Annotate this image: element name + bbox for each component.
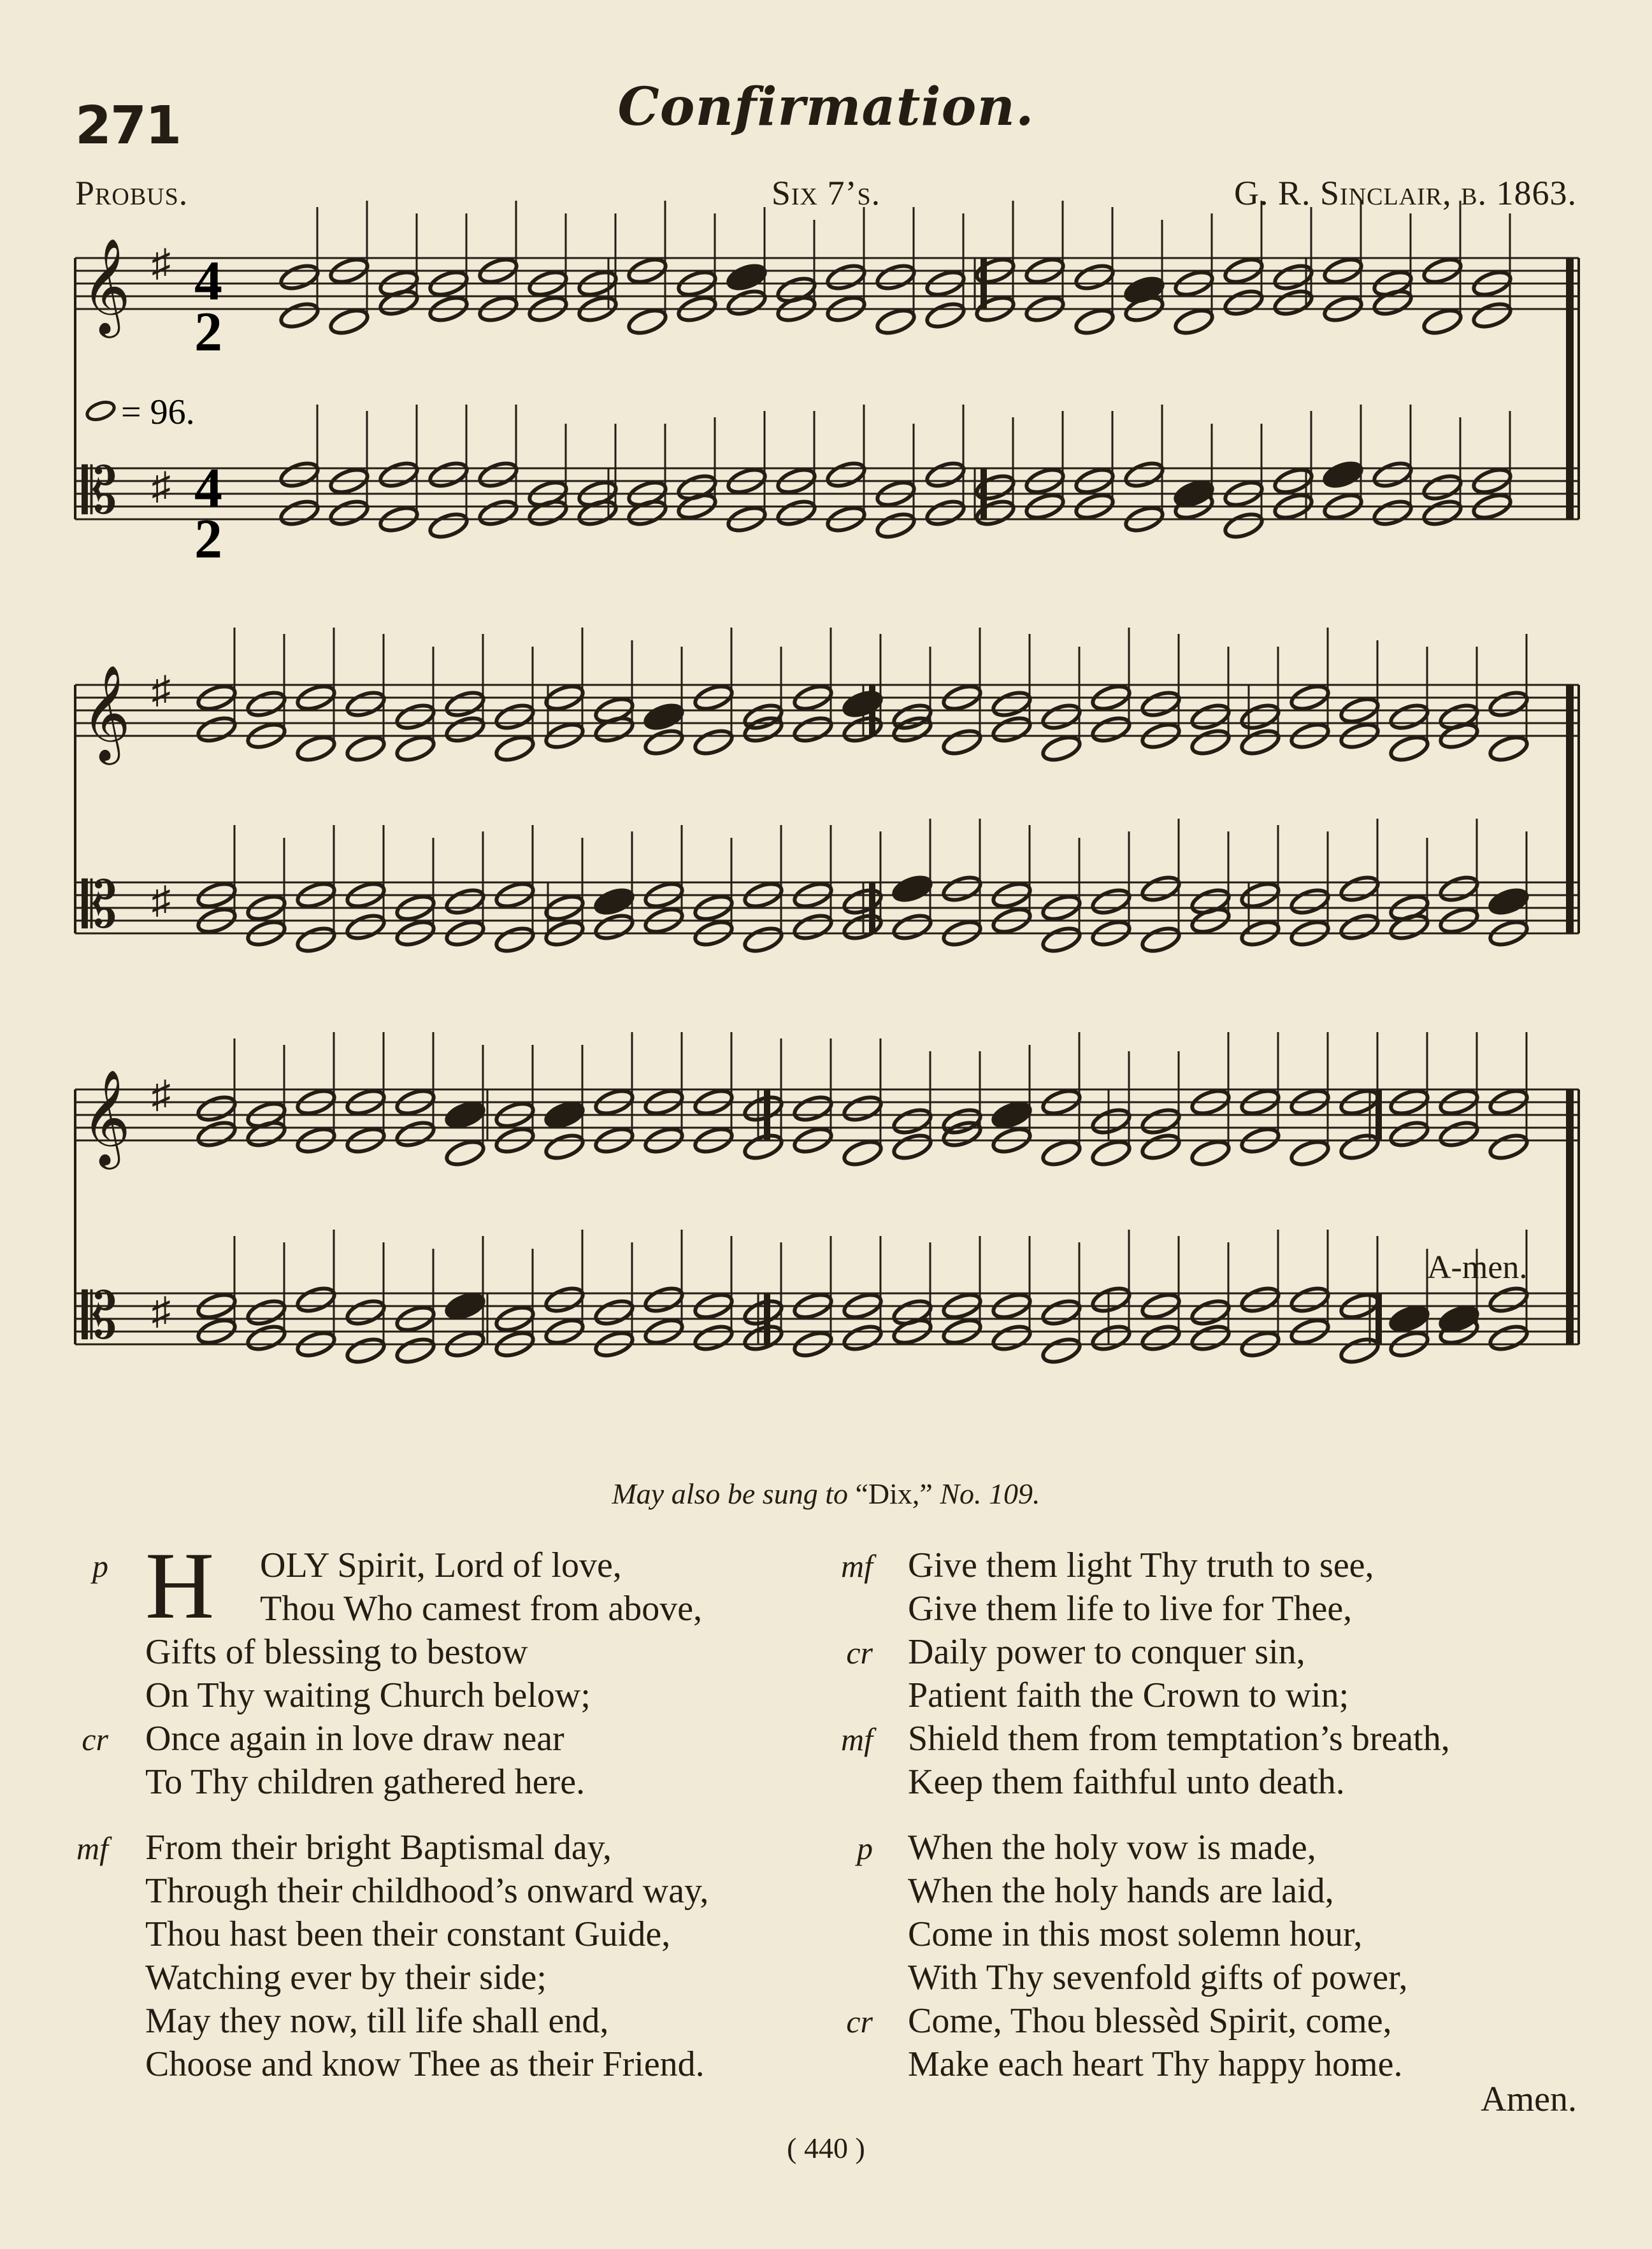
note-head (1040, 733, 1083, 765)
note-head (1090, 1138, 1133, 1169)
tempo-note-icon (85, 399, 117, 423)
note-head (1339, 1132, 1381, 1163)
note-head (444, 689, 487, 720)
note-head (875, 510, 917, 542)
note-head (1040, 1335, 1083, 1367)
note-head (891, 912, 934, 943)
note-head (394, 733, 437, 765)
time-sig-bottom-treble: 2 (194, 301, 222, 363)
c-clef: 𝄡 (82, 870, 117, 941)
note-head (295, 1284, 338, 1316)
note-head (295, 733, 338, 765)
note-head (1272, 287, 1315, 319)
note-head (1123, 459, 1166, 491)
note-head (1040, 924, 1083, 956)
note-head (494, 924, 536, 956)
note-head (444, 886, 487, 917)
treble-clef: 𝄞 (82, 668, 131, 759)
tempo-marking: = 96. (121, 392, 195, 432)
verse-line: Give them life to live for Thee, (908, 1589, 1353, 1628)
key-signature-sharp: ♯ (152, 879, 171, 921)
note-head (245, 1297, 288, 1328)
meter: Six 7’s. (771, 174, 881, 212)
key-signature-sharp: ♯ (152, 1290, 171, 1332)
note-head (891, 873, 934, 905)
note-head (1372, 498, 1414, 529)
dynamic-marking: p (857, 1830, 873, 1866)
note-head (345, 1297, 387, 1328)
note-head (991, 689, 1033, 720)
note-head (196, 1119, 238, 1150)
alternate-tune-prefix: May also be sung to (612, 1477, 848, 1510)
note-head (1040, 1297, 1083, 1328)
time-sig-bottom-bass: 2 (194, 508, 222, 570)
note-head (196, 1093, 238, 1124)
note-head (1488, 733, 1530, 765)
note-head (1140, 1323, 1182, 1354)
note-head (1289, 1138, 1332, 1169)
verse-line: Thou hast been their constant Guide, (145, 1915, 671, 1954)
note-head (1040, 701, 1083, 733)
composer-credit: G. R. Sinclair, b. 1863. (1234, 174, 1577, 212)
c-clef: 𝄡 (82, 456, 117, 527)
note-head (1074, 262, 1116, 293)
note-head (1090, 886, 1133, 917)
note-head (875, 306, 917, 338)
page-title: Confirmation. (617, 76, 1035, 138)
verse-line: Make each heart Thy happy home. (908, 2044, 1403, 2084)
note-head (1090, 1106, 1133, 1137)
note-head (1140, 1106, 1182, 1137)
verse-line: With Thy sevenfold gifts of power, (908, 1958, 1408, 1997)
note-head (1488, 1323, 1530, 1354)
dynamic-marking: p (92, 1548, 108, 1584)
note-head (278, 459, 321, 491)
note-head (974, 472, 1017, 503)
note-head (875, 262, 917, 293)
key-signature-sharp: ♯ (152, 1074, 171, 1116)
note-head (278, 262, 321, 293)
note-head (1388, 701, 1431, 733)
note-head (924, 300, 967, 331)
note-head (444, 1138, 487, 1169)
hymn-number: 271 (75, 96, 181, 156)
note-head (1438, 873, 1481, 905)
note-head (1388, 733, 1431, 765)
note-head (1272, 262, 1315, 293)
note-head (1189, 1297, 1232, 1328)
note-head (1488, 886, 1530, 917)
note-head (891, 714, 934, 745)
note-head (1339, 1335, 1381, 1367)
note-head (825, 459, 868, 491)
note-head (494, 733, 536, 765)
dynamic-marking: cr (846, 1635, 873, 1671)
note-head (1289, 1284, 1332, 1316)
note-head (543, 1100, 586, 1131)
note-head (1140, 689, 1182, 720)
verse-line: Watching ever by their side; (145, 1958, 547, 1997)
note-head (1140, 1132, 1182, 1163)
note-head (842, 1093, 884, 1124)
note-head (593, 1297, 636, 1328)
note-head (1189, 1138, 1232, 1169)
note-head (1388, 1119, 1431, 1150)
note-head (1421, 498, 1464, 529)
note-head (742, 714, 785, 745)
key-signature-sharp: ♯ (152, 669, 171, 711)
note-head (394, 1119, 437, 1150)
note-head (742, 1132, 785, 1163)
note-head (1322, 459, 1365, 491)
note-head (924, 459, 967, 491)
dynamic-marking: mf (76, 1830, 108, 1866)
alternate-tune-number: No. 109. (940, 1477, 1040, 1510)
note-head (1173, 306, 1216, 338)
verse-line: May they now, till life shall end, (145, 2001, 609, 2041)
note-head (196, 714, 238, 745)
dynamic-marking: mf (841, 1548, 873, 1584)
note-head (1289, 886, 1332, 917)
amen-label: A-men. (1427, 1249, 1528, 1286)
key-signature-sharp: ♯ (152, 242, 171, 284)
note-head (1239, 727, 1282, 758)
note-head (742, 1323, 785, 1354)
note-head (941, 1119, 984, 1150)
note-head (427, 510, 470, 542)
tune-name: Probus. (75, 174, 189, 212)
verse-line: When the holy hands are laid, (908, 1871, 1334, 1911)
note-head (842, 1323, 884, 1354)
verse-line: From their bright Baptismal day, (145, 1828, 612, 1867)
note-head (494, 701, 536, 733)
drop-cap: H (145, 1533, 215, 1639)
note-head (328, 498, 371, 529)
page-number: ( 440 ) (787, 2132, 865, 2164)
verse-line: To Thy children gathered here. (145, 1762, 585, 1802)
note-head (245, 689, 288, 720)
time-sig-top-treble: 4 (194, 250, 222, 312)
note-head (278, 498, 321, 529)
verse-line: On Thy waiting Church below; (145, 1676, 591, 1715)
alternate-tune-name: “Dix,” (855, 1477, 933, 1510)
key-signature-sharp: ♯ (152, 465, 171, 507)
note-head (1421, 306, 1464, 338)
note-head (693, 727, 735, 758)
verse-line: Give them light Thy truth to see, (908, 1546, 1374, 1585)
note-head (1488, 1284, 1530, 1316)
note-head (726, 262, 768, 293)
note-head (726, 287, 768, 319)
note-head (626, 306, 669, 338)
note-head (792, 1093, 835, 1124)
note-head (924, 498, 967, 529)
note-head (1189, 1323, 1232, 1354)
note-head (1189, 701, 1232, 733)
note-head (278, 300, 321, 331)
note-head (643, 701, 686, 733)
note-head (444, 714, 487, 745)
note-head (444, 1291, 487, 1322)
note-head (1090, 1284, 1133, 1316)
note-head (295, 924, 338, 956)
note-head (991, 1323, 1033, 1354)
note-head (1239, 1284, 1282, 1316)
note-head (593, 886, 636, 917)
note-head (345, 733, 387, 765)
note-head (775, 498, 818, 529)
note-head (1372, 459, 1414, 491)
note-head (1223, 510, 1265, 542)
note-head (1471, 300, 1514, 331)
verse-line: Shield them from temptation’s breath, (908, 1719, 1450, 1758)
note-head (1339, 912, 1381, 943)
treble-clef: 𝄞 (82, 241, 131, 333)
note-head (991, 714, 1033, 745)
note-head (378, 459, 420, 491)
note-head (693, 1323, 735, 1354)
note-head (941, 873, 984, 905)
alternate-tune-note (0, 1477, 1652, 1511)
time-sig-top-bass: 4 (194, 457, 222, 519)
verse-line: Choose and know Thee as their Friend. (145, 2044, 705, 2084)
note-head (974, 498, 1017, 529)
note-head (1339, 873, 1381, 905)
note-head (444, 1100, 487, 1131)
verse-line: Daily power to conquer sin, (908, 1632, 1305, 1672)
note-head (245, 1323, 288, 1354)
note-head (643, 1284, 686, 1316)
closing-amen: Amen. (1481, 2080, 1577, 2119)
note-head (742, 1297, 785, 1328)
note-head (1140, 873, 1182, 905)
note-head (1040, 1138, 1083, 1169)
note-head (543, 1284, 586, 1316)
verse-line: Patient faith the Crown to win; (908, 1676, 1349, 1715)
note-head (477, 459, 520, 491)
note-head (394, 1335, 437, 1367)
note-head (593, 912, 636, 943)
note-head (825, 262, 868, 293)
note-head (1090, 714, 1133, 745)
note-head (427, 459, 470, 491)
verse-line: When the holy vow is made, (908, 1828, 1316, 1867)
note-head (1223, 287, 1265, 319)
note-head (1421, 472, 1464, 503)
note-head (643, 727, 686, 758)
note-head (991, 1100, 1033, 1131)
verse-line: Come, Thou blessèd Spirit, come, (908, 2001, 1392, 2041)
treble-clef: 𝄞 (82, 1072, 131, 1164)
note-head (1488, 689, 1530, 720)
note-head (842, 689, 884, 720)
verse-line: Gifts of blessing to bestow (145, 1632, 528, 1672)
note-head (345, 689, 387, 720)
note-head (1140, 924, 1182, 956)
note-head (1239, 701, 1282, 733)
note-head (792, 714, 835, 745)
note-head (941, 727, 984, 758)
verse-line: Once again in love draw near (145, 1719, 564, 1758)
dynamic-marking: cr (82, 1721, 108, 1757)
verse-line: Through their childhood’s onward way, (145, 1871, 709, 1911)
note-head (792, 912, 835, 943)
verse-line: Come in this most solemn hour, (908, 1915, 1363, 1954)
note-head (1438, 1119, 1481, 1150)
c-clef: 𝄡 (82, 1281, 117, 1352)
note-head (345, 1335, 387, 1367)
note-head (742, 1093, 785, 1124)
verse-line: OLY Spirit, Lord of love, (260, 1546, 622, 1585)
note-head (742, 924, 785, 956)
note-head (1388, 1304, 1431, 1335)
note-head (543, 1132, 586, 1163)
dynamic-marking: mf (841, 1721, 873, 1757)
note-head (1090, 1323, 1133, 1354)
note-head (891, 1132, 934, 1163)
verse-line: Thou Who camest from above, (260, 1589, 703, 1628)
note-head (842, 1138, 884, 1169)
dynamic-marking: cr (846, 2004, 873, 2039)
note-head (1488, 1132, 1530, 1163)
note-head (477, 498, 520, 529)
note-head (328, 306, 371, 338)
note-head (345, 912, 387, 943)
note-head (891, 1106, 934, 1137)
note-head (394, 701, 437, 733)
note-head (1074, 306, 1116, 338)
note-head (1189, 727, 1232, 758)
verse-line: Keep them faithful unto death. (908, 1762, 1345, 1802)
